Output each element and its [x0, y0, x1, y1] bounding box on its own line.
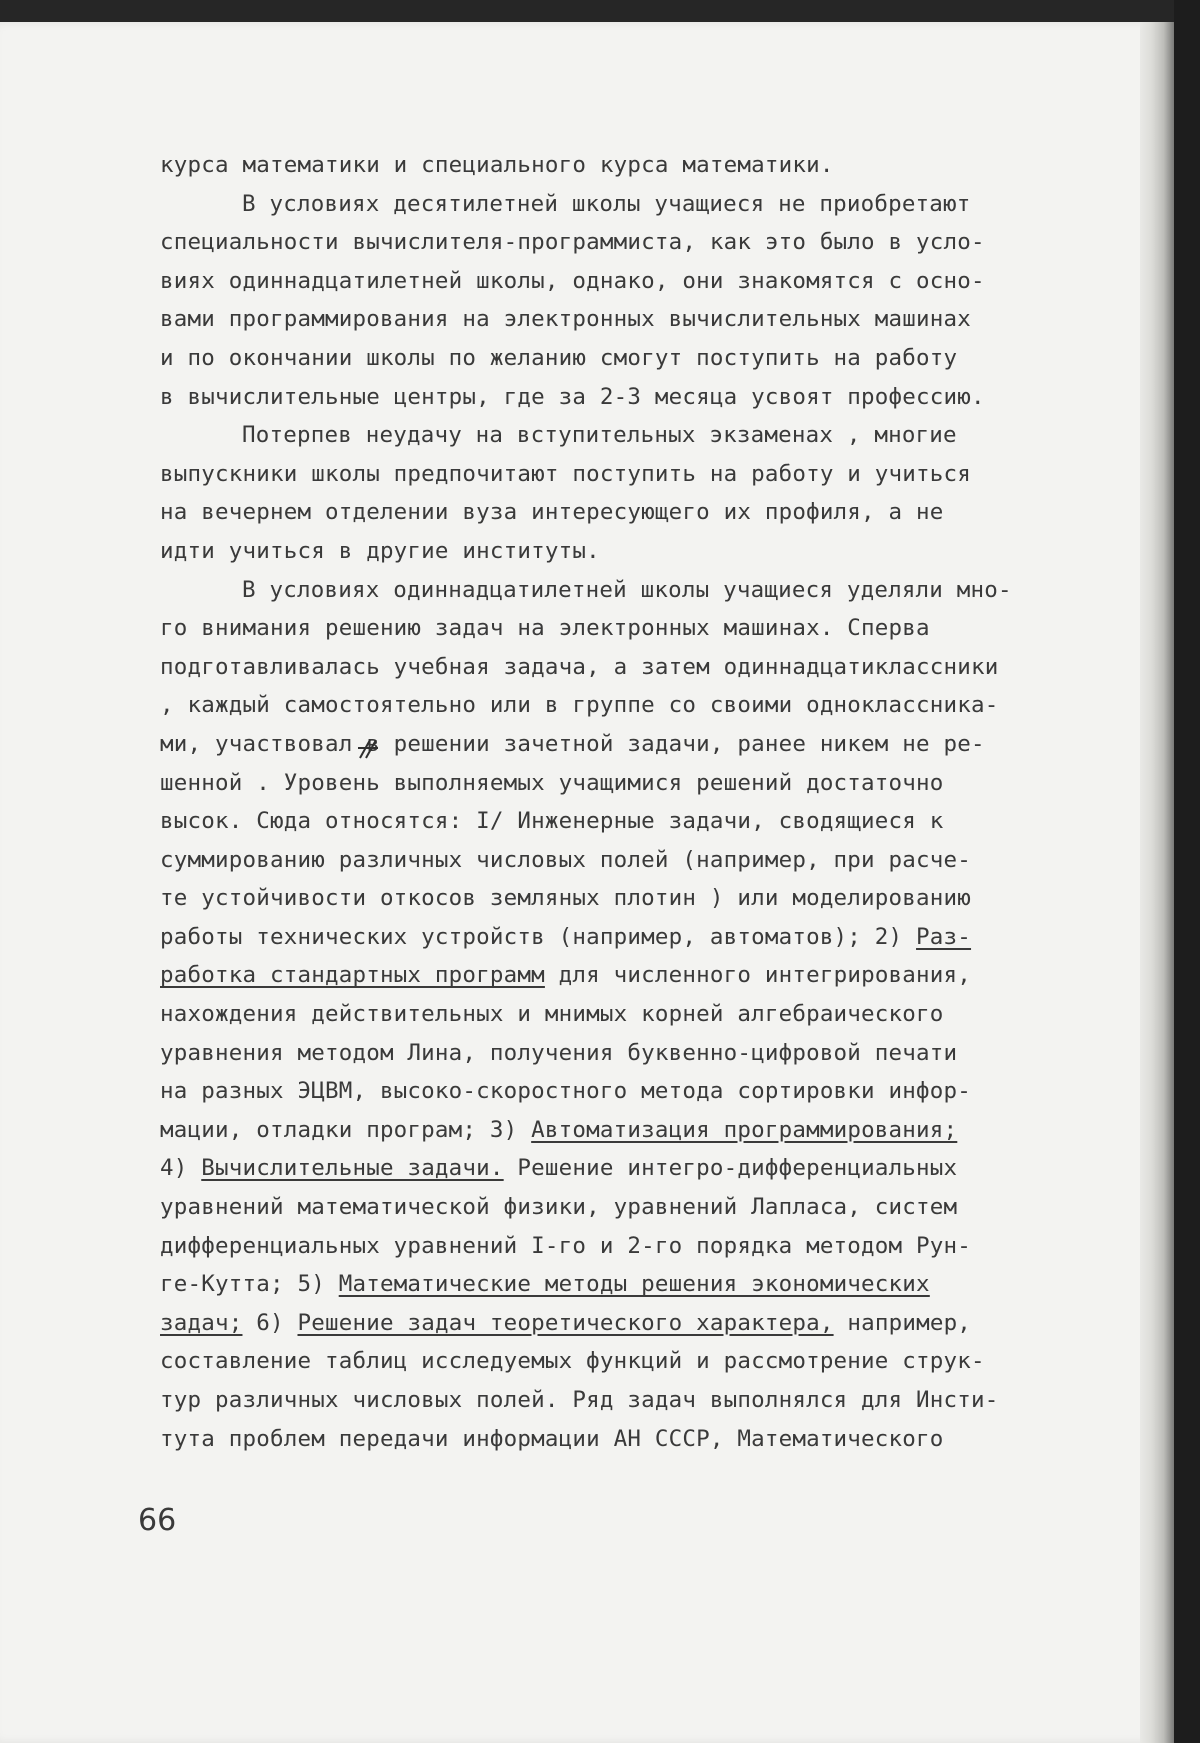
text-line: мации, отладки програм; 3) Автоматизация программирования; — [160, 1111, 1100, 1150]
scanned-page-view — [0, 0, 1200, 1743]
text-line: дифференциальных уравнений I-го и 2-го порядка методом Рун- — [160, 1227, 1100, 1266]
page-edge-shadow — [1140, 22, 1174, 1743]
text-line: нахождения действительных и мнимых корней алгебраического — [160, 995, 1100, 1034]
text-line: задач; 6) Решение задач теоретического характера, например, — [160, 1304, 1100, 1343]
text-line: курса математики и специального курса математики. — [160, 146, 1100, 185]
text-line: ми, участвовал в решении зачетной задачи, ранее никем не ре- — [160, 725, 1100, 764]
text-line: идти учиться в другие институты. — [160, 532, 1100, 571]
underlined-phrase: Автоматизация программирования; — [531, 1117, 957, 1143]
underlined-phrase: задач; — [160, 1310, 242, 1336]
text-line: В условиях одиннадцатилетней школы учащиеся уделяли мно- — [160, 571, 1100, 610]
text-line: работка стандартных программ для численного интегрирования, — [160, 956, 1100, 995]
text-line: в вычислительные центры, где за 2-3 месяца усвоят профессию. — [160, 378, 1100, 417]
text-line: высок. Сюда относятся: I/ Инженерные задачи, сводящиеся к — [160, 802, 1100, 841]
text-line: те устойчивости откосов земляных плотин ) или моделированию — [160, 879, 1100, 918]
text-line: шенной . Уровень выполняемых учащимися решений достаточно — [160, 764, 1100, 803]
text-line: ге-Кутта; 5) Математические методы решения экономических — [160, 1265, 1100, 1304]
text-line: 4) Вычислительные задачи. Решение интегро-дифференциальных — [160, 1149, 1100, 1188]
text-line: подготавливалась учебная задача, а затем одиннадцатиклассники — [160, 648, 1100, 687]
text-line: тута проблем передачи информации АН СССР, Математического — [160, 1420, 1100, 1459]
underlined-phrase: Решение задач теоретического характера, — [297, 1310, 833, 1336]
text-line: уравнения методом Лина, получения буквенно-цифровой печати — [160, 1034, 1100, 1073]
text-line: го внимания решению задач на электронных машинах. Сперва — [160, 609, 1100, 648]
text-line: работы технических устройств (например, автоматов); 2) Раз- — [160, 918, 1100, 957]
underlined-phrase: Раз- — [916, 924, 971, 950]
text-line: на вечернем отделении вуза интересующего их профиля, а не — [160, 493, 1100, 532]
text-line: выпускники школы предпочитают поступить на работу и учиться — [160, 455, 1100, 494]
text-line: вами программирования на электронных вычислительных машинах — [160, 300, 1100, 339]
text-line: специальности вычислителя-программиста, как это было в усло- — [160, 223, 1100, 262]
text-line: на разных ЭЦВМ, высоко-скоростного метода сортировки инфор- — [160, 1072, 1100, 1111]
scan-right-border — [1174, 0, 1200, 1743]
page-number: 66 — [138, 1503, 176, 1538]
text-line: суммированию различных числовых полей (например, при расче- — [160, 841, 1100, 880]
scan-top-border — [0, 0, 1200, 22]
text-line: В условиях десятилетней школы учащиеся не приобретают — [160, 185, 1100, 224]
underlined-phrase: работка стандартных программ — [160, 962, 545, 988]
text-line: уравнений математической физики, уравнений Лапласа, систем — [160, 1188, 1100, 1227]
body-text — [160, 146, 1100, 1458]
underlined-phrase: Вычислительные задачи. — [201, 1155, 503, 1181]
text-line: , каждый самостоятельно или в группе со своими одноклассника- — [160, 686, 1100, 725]
text-line: виях одиннадцатилетней школы, однако, они знакомятся с осно- — [160, 262, 1100, 301]
text-line: и по окончании школы по желанию смогут поступить на работу — [160, 339, 1100, 378]
text-line: Потерпев неудачу на вступительных экзаменах , многие — [160, 416, 1100, 455]
text-line: тур различных числовых полей. Ряд задач выполнялся для Инсти- — [160, 1381, 1100, 1420]
handwritten-correction-mark — [356, 736, 382, 762]
underlined-phrase: Математические методы решения экономических — [339, 1271, 930, 1297]
text-line: составление таблиц исследуемых функций и рассмотрение струк- — [160, 1342, 1100, 1381]
